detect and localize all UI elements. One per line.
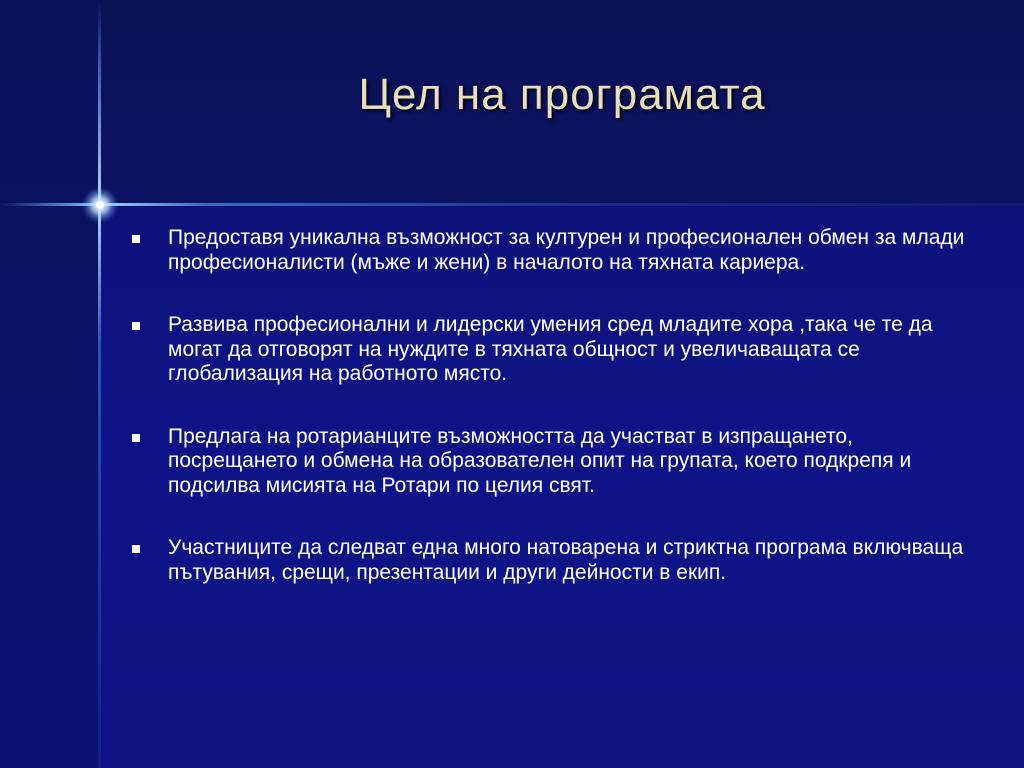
bullet-text: Развива професионални и лидерски умения сред младите хора ,така че те да могат да отговорят на нуждите в тяхната общност и увеличаващата се глобализация на работното място. [168, 313, 933, 385]
square-bullet-icon [132, 235, 140, 243]
bullet-text: Предоставя уникална възможност за културен и професионален обмен за млади професионалисти (мъже и жени) в началото на тяхната кариера. [168, 226, 965, 274]
sparkle-core-icon [96, 201, 104, 209]
bullet-text: Участниците да следват една много натоварена и стриктна програма включваща пътувания, срещи, презентации и други дейности в екип. [168, 536, 964, 584]
bullet-text: Предлага на ротарианците възможността да участват в изпращането, посрещането и обмена на образователен опит на групата, което подкрепя и подсилва мисията на Ротари по целия свят. [168, 424, 912, 497]
bullet-item [130, 425, 980, 499]
bullet-item [130, 313, 980, 387]
bullet-list [130, 226, 980, 585]
square-bullet-icon [132, 322, 140, 330]
left-band [0, 0, 100, 768]
horizontal-light-line [0, 203, 1024, 206]
square-bullet-icon [132, 545, 140, 553]
bullet-item [130, 536, 980, 585]
bullet-item [130, 226, 980, 275]
square-bullet-icon [132, 434, 140, 442]
slide-title: Цел на програмата [358, 70, 766, 119]
